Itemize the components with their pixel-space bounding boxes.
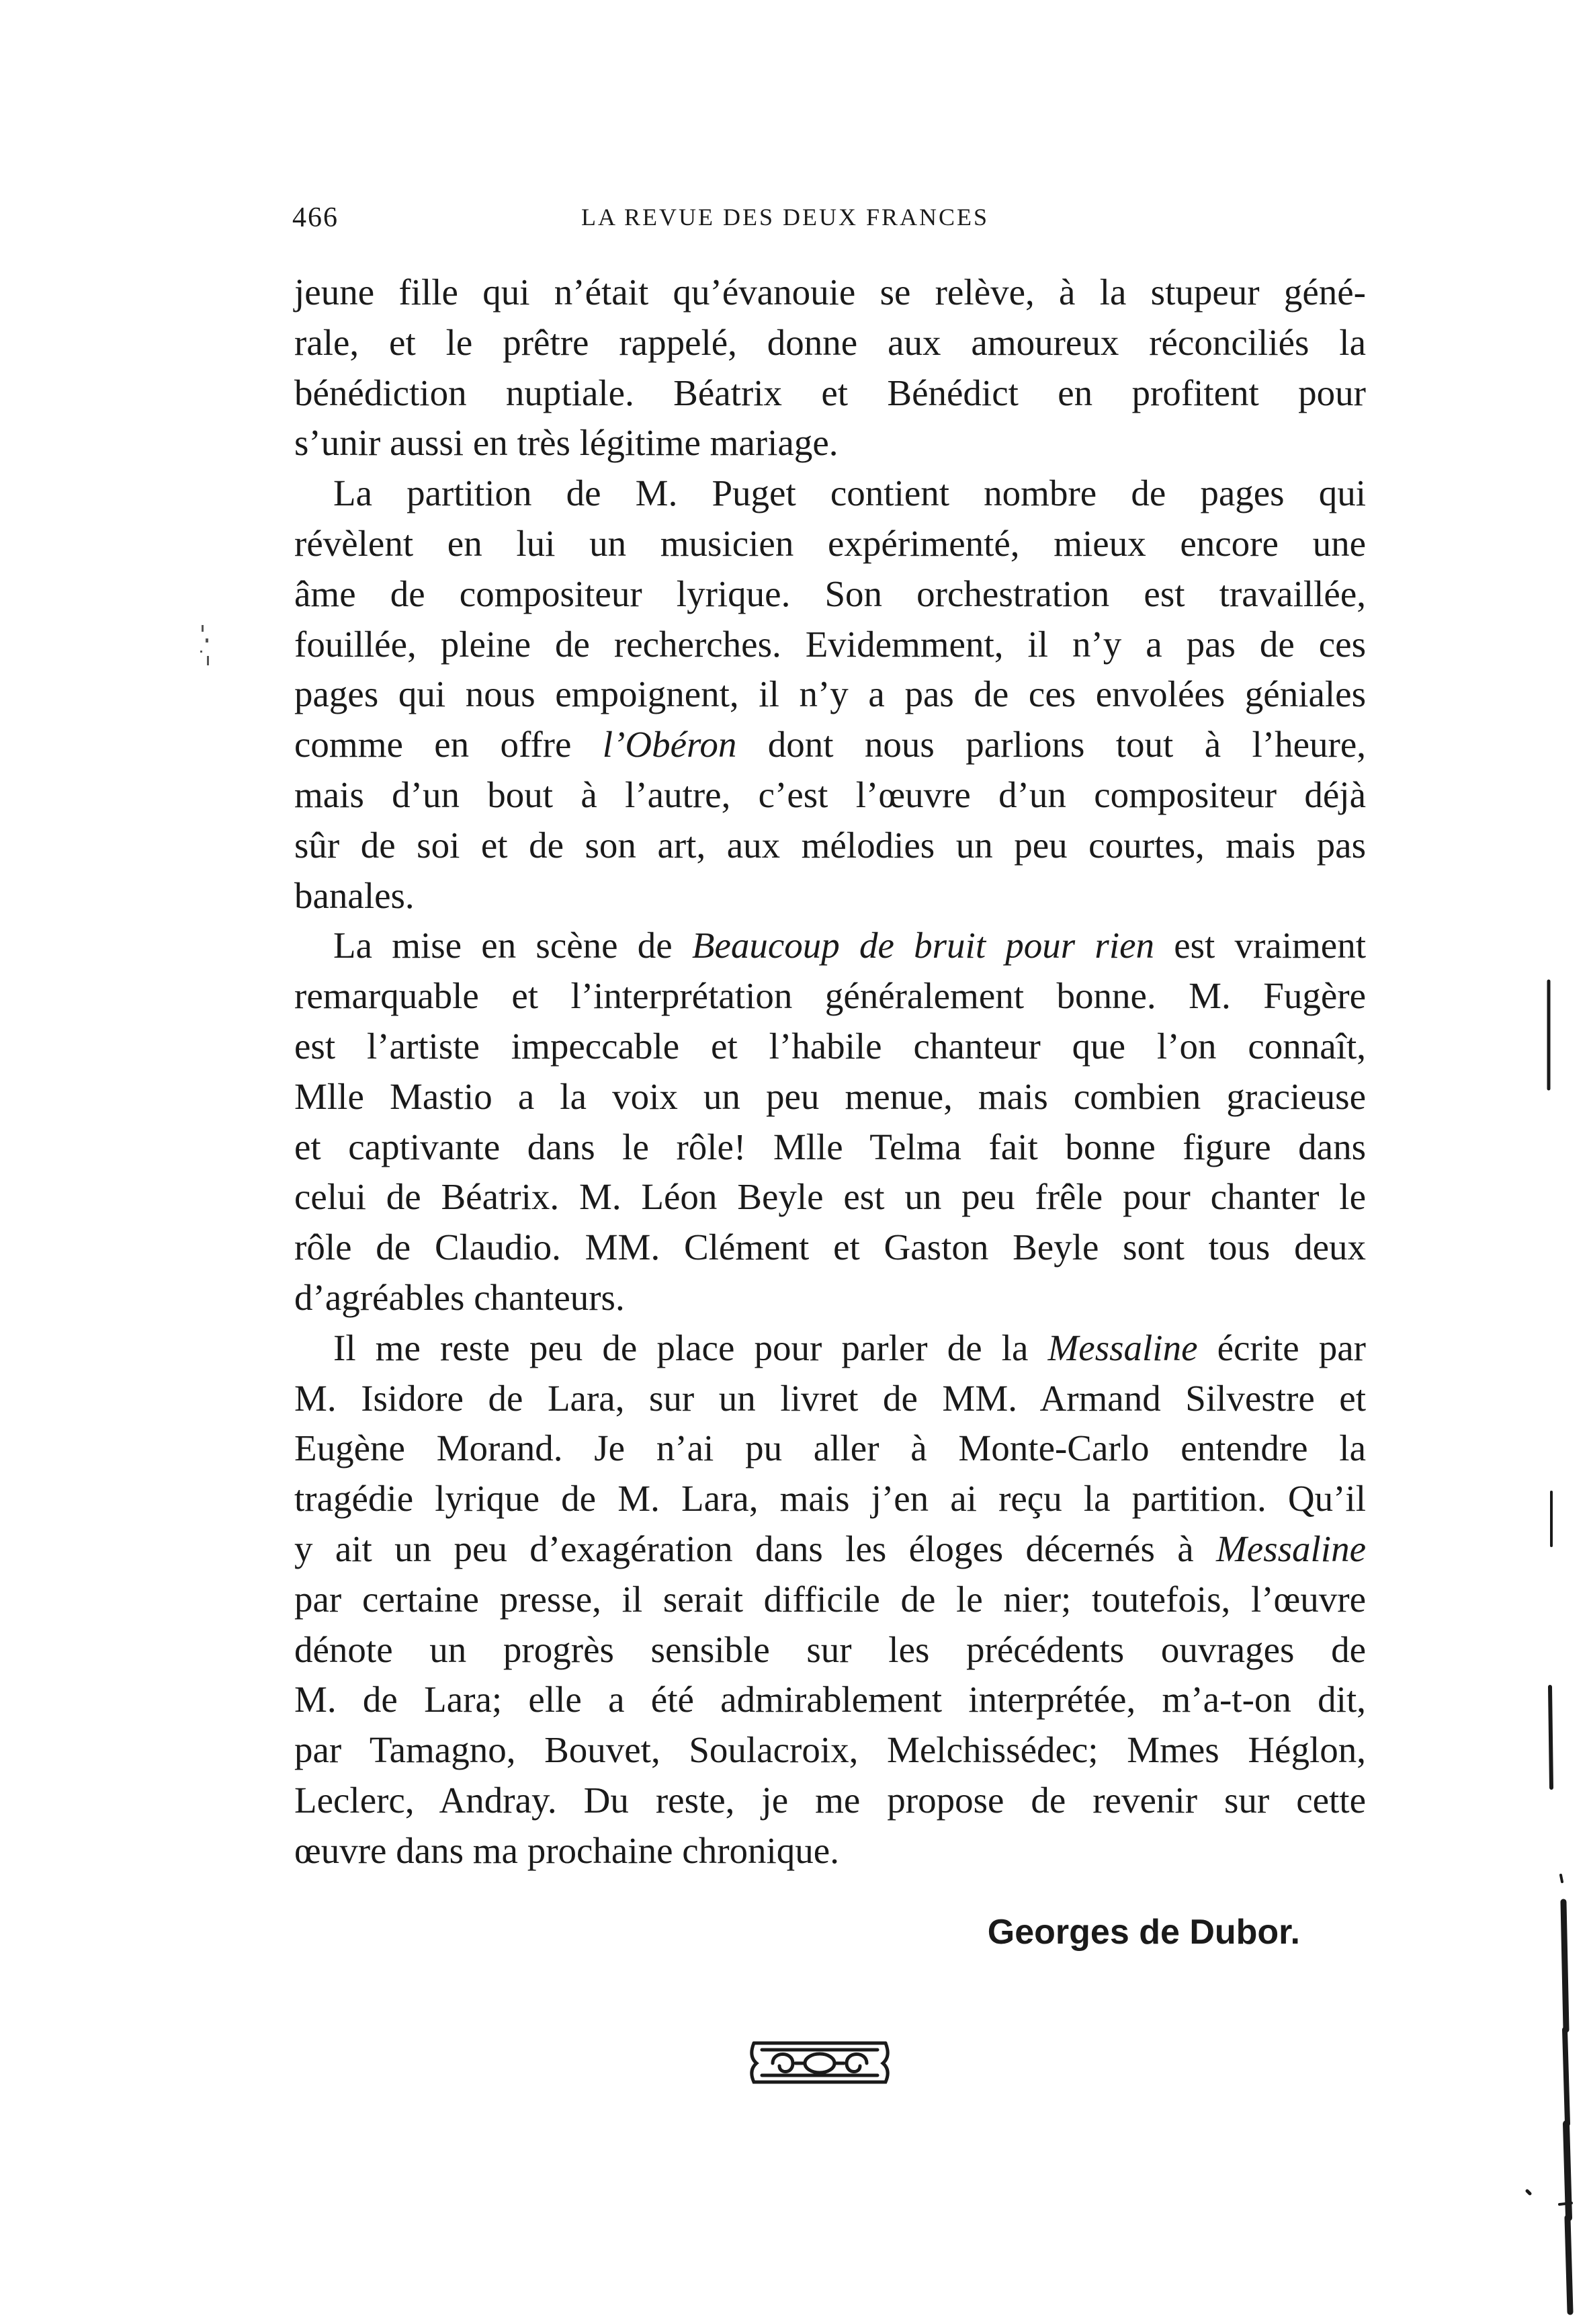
text-line: dénote un progrès sensible sur les précédents ouvrages de — [294, 1628, 1366, 1670]
page-number: 466 — [292, 202, 339, 233]
text-segment: est vraiment — [1154, 925, 1367, 966]
running-head — [289, 202, 1364, 242]
scroll-ornament-icon — [746, 2036, 894, 2089]
author-signature: Georges de Dubor. — [987, 1913, 1300, 1952]
text-line: fouillée, pleine de recherches. Evidemment, il n’y a pas de ces — [294, 623, 1366, 665]
work-title-messaline: Messaline — [1047, 1327, 1198, 1368]
text-line: est l’artiste impeccable et l’habile chanteur que l’on connaît, — [294, 1025, 1366, 1067]
text-line: celui de Béatrix. M. Léon Beyle est un peu frêle pour chanter le — [294, 1176, 1366, 1218]
text-line: Leclerc, Andray. Du reste, je me propose de revenir sur cette — [294, 1779, 1366, 1821]
text-line: La partition de M. Puget contient nombre de pages qui — [333, 472, 1366, 514]
text-line: tragédie lyrique de M. Lara, mais j’en ai reçu la partition. Qu’il — [294, 1478, 1366, 1520]
text-line: sûr de soi et de son art, aux mélodies un peu courtes, mais pas — [294, 824, 1366, 866]
text-line: M. de Lara; elle a été admirablement interprétée, m’a-t-on dit, — [294, 1679, 1366, 1720]
text-segment: La mise en scène de — [333, 925, 692, 966]
text-line: œuvre dans ma prochaine chronique. — [294, 1829, 839, 1871]
text-line: rôle de Claudio. MM. Clément et Gaston Beyle sont tous deux — [294, 1227, 1366, 1268]
text-line: et captivante dans le rôle! Mlle Telma fait bonne figure dans — [294, 1126, 1366, 1167]
text-segment: écrite par — [1197, 1327, 1366, 1368]
text-line: M. Isidore de Lara, sur un livret de MM. Armand Silvestre et — [294, 1377, 1366, 1419]
work-title-messaline: Messaline — [1215, 1528, 1366, 1569]
text-line: s’unir aussi en très légitime mariage. — [294, 422, 839, 464]
text-line: par certaine presse, il serait difficile de le nier; toutefois, l’œuvre — [294, 1578, 1366, 1620]
text-line: rale, et le prêtre rappelé, donne aux amoureux réconciliés la — [294, 321, 1366, 363]
text-line: d’agréables chanteurs. — [294, 1276, 625, 1318]
text-line — [294, 720, 1366, 770]
text-line: mais d’un bout à l’autre, c’est l’œuvre d’un compositeur déjà — [294, 774, 1366, 815]
text-line: pages qui nous empoignent, il n’y a pas de ces envolées géniales — [294, 673, 1366, 715]
text-segment: comme en offre — [294, 724, 603, 765]
text-segment: Il me reste peu de place pour parler de la — [333, 1327, 1048, 1368]
text-line: révèlent en lui un musicien expérimenté, mieux encore une — [294, 522, 1366, 564]
text-line: remarquable et l’interprétation généralement bonne. M. Fugère — [294, 975, 1366, 1017]
body-text — [294, 267, 1366, 1876]
work-title-oberon: l’Obéron — [602, 724, 737, 765]
text-line — [294, 1323, 1366, 1374]
text-line: banales. — [294, 874, 415, 916]
text-line: Eugène Morand. Je n’ai pu aller à Monte-Carlo entendre la — [294, 1427, 1366, 1469]
page-edge-marks — [1522, 941, 1589, 2324]
text-line: par Tamagno, Bouvet, Soulacroix, Melchissédec; Mmes Héglon, — [294, 1729, 1366, 1771]
text-segment: dont nous parlions tout à l’heure, — [736, 724, 1366, 765]
work-title-beaucoup: Beaucoup de bruit pour rien — [691, 925, 1155, 966]
text-line: jeune fille qui n’était qu’évanouie se relève, à la stupeur géné- — [294, 272, 1366, 313]
text-line: âme de compositeur lyrique. Son orchestration est travaillée, — [294, 573, 1366, 614]
text-line: Mlle Mastio a la voix un peu menue, mais combien gracieuse — [294, 1075, 1366, 1117]
text-line — [294, 1524, 1366, 1575]
text-line — [294, 921, 1366, 971]
text-line: bénédiction nuptiale. Béatrix et Bénédict en profitent pour — [294, 372, 1366, 413]
margin-mark — [188, 612, 215, 686]
text-segment: y ait un peu d’exagération dans les éloges décernés à — [294, 1528, 1216, 1569]
journal-title: LA REVUE DES DEUX FRANCES — [581, 204, 990, 231]
